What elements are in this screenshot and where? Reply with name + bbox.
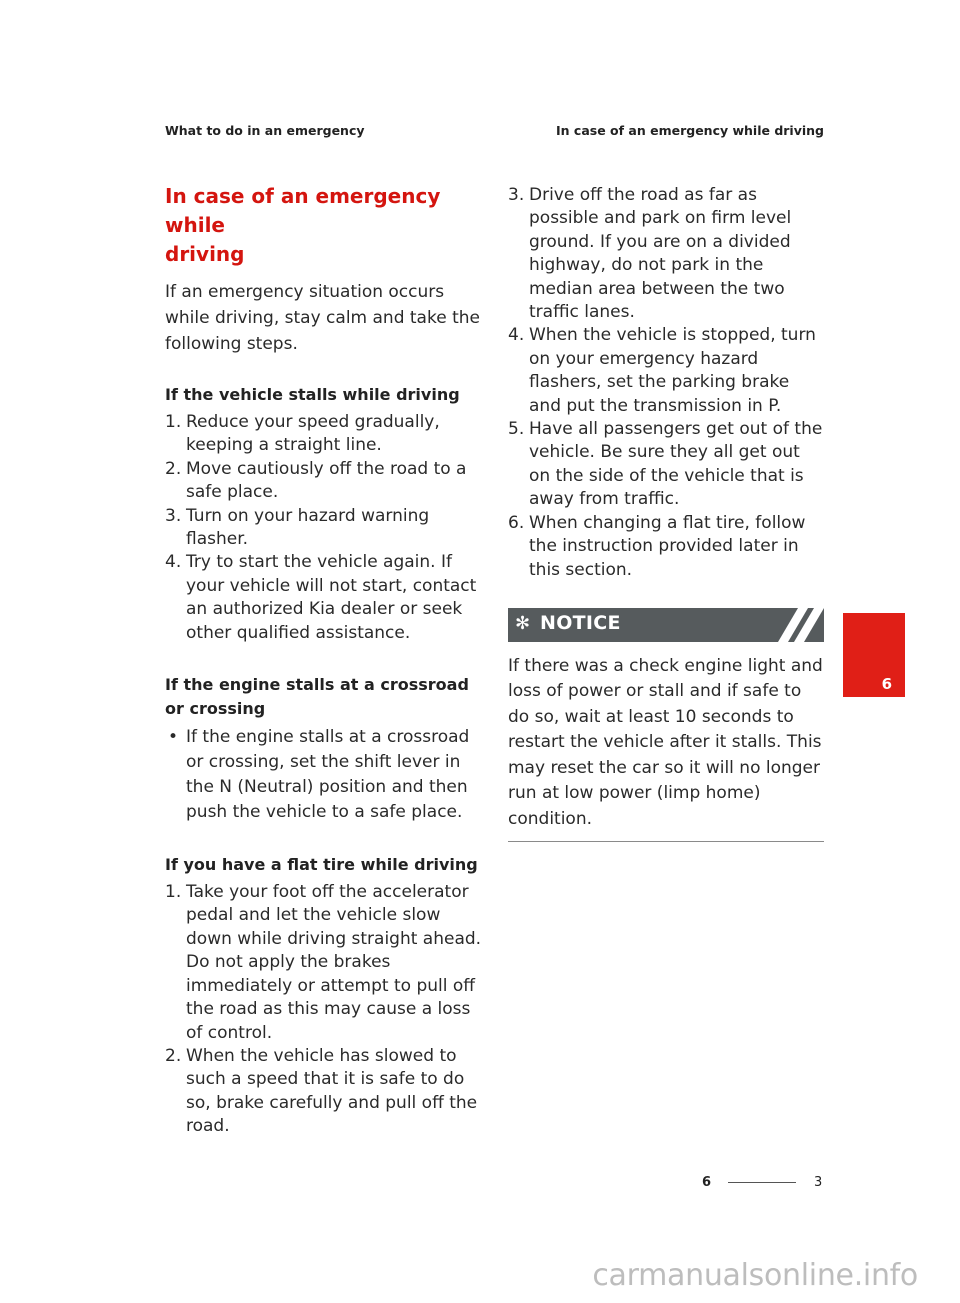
step-text: Move cautiously off the road to a safe place.: [186, 458, 467, 503]
crossroad-list: [165, 725, 485, 825]
right-column: [508, 184, 824, 842]
notice-divider: [508, 841, 824, 842]
flat-tire-steps-part1: [165, 881, 485, 1138]
double-slash-icon: [764, 608, 824, 642]
step-text: Turn on your hazard warning flasher.: [186, 505, 430, 550]
step-text: When changing a flat tire, follow the instruction provided later in this section.: [529, 512, 806, 580]
bullet-mark: •: [168, 727, 179, 748]
list-item: [508, 418, 824, 512]
asterisk-icon: ✻: [515, 612, 531, 634]
section-title: [165, 182, 485, 269]
notice-banner: [508, 608, 824, 642]
list-item: [165, 725, 485, 825]
step-number: 4.: [165, 552, 182, 573]
flat-tire-heading: If you have a flat tire while driving: [165, 855, 478, 875]
step-text: Reduce your speed gradually, keeping a straight line.: [186, 412, 440, 456]
list-item: [165, 1045, 485, 1139]
list-item: [165, 551, 485, 645]
footer-divider: [728, 1182, 796, 1183]
step-number: 4.: [508, 325, 525, 346]
stalls-steps: [165, 411, 485, 645]
step-number: 5.: [508, 419, 525, 440]
step-number: 2.: [165, 458, 182, 479]
notice-text: If there was a check engine light and loss of power or stall and if safe to do so, wait at least 10 seconds to restart the vehicle after it stalls. This may reset the car so it will no longer run at low power (limp home) condition.: [508, 655, 823, 829]
step-number: 1.: [165, 882, 182, 903]
step-number: 3.: [508, 185, 525, 205]
section-title-line2: driving: [165, 242, 245, 266]
list-item: [165, 505, 485, 552]
step-number: 6.: [508, 512, 525, 533]
bullet-text: If the engine stalls at a crossroad or crossing, set the shift lever in the N (Neutral) position and then push the vehicle to a safe place.: [186, 727, 470, 823]
step-text: When the vehicle is stopped, turn on your emergency hazard flashers, set the parking brake and put the transmission in P.: [529, 325, 816, 416]
notice-label: NOTICE: [540, 611, 621, 634]
step-number: 3.: [165, 505, 182, 526]
footer-page-number: 3: [814, 1175, 823, 1190]
step-text: When the vehicle has slowed to such a speed that it is safe to do so, brake carefully and pull off the road.: [186, 1045, 478, 1137]
chapter-tab: [843, 613, 905, 697]
intro-paragraph: If an emergency situation occurs while driving, stay calm and take the following steps.: [165, 282, 480, 354]
step-text: Drive off the road as far as possible and park on firm level ground. If you are on a divided highway, do not park in the median area between the two traffic lanes.: [529, 185, 792, 323]
list-item: [165, 458, 485, 505]
step-number: 1.: [165, 412, 182, 432]
section-title-line1: In case of an emergency while: [165, 184, 441, 237]
list-item: [508, 324, 824, 418]
list-item: [165, 411, 485, 458]
step-text: Have all passengers get out of the vehicle. Be sure they all get out on the side of the vehicle that is away from traffic.: [529, 419, 823, 510]
flat-tire-steps-part2: [508, 184, 824, 582]
step-number: 2.: [165, 1045, 182, 1066]
list-item: [508, 184, 824, 324]
left-column: [165, 182, 485, 1167]
running-header-section: In case of an emergency while driving: [556, 123, 824, 138]
step-text: Take your foot off the accelerator pedal and let the vehicle slow down while driving straight ahead. Do not apply the brakes immediately or attempt to pull off the road as this may cause a loss of control.: [186, 882, 482, 1043]
step-text: Try to start the vehicle again. If your vehicle will not start, contact an authorized Kia dealer or seek other qualified assistance.: [186, 552, 477, 643]
watermark: carmanualsonline.info: [592, 1258, 918, 1293]
list-item: [508, 512, 824, 582]
running-header-chapter: What to do in an emergency: [165, 123, 365, 138]
chapter-tab-number: 6: [881, 675, 892, 693]
footer-chapter-number: 6: [702, 1175, 712, 1190]
stalls-heading: If the vehicle stalls while driving: [165, 385, 460, 404]
crossroad-heading: If the engine stalls at a crossroad or crossing: [165, 675, 469, 719]
list-item: [165, 881, 485, 1045]
